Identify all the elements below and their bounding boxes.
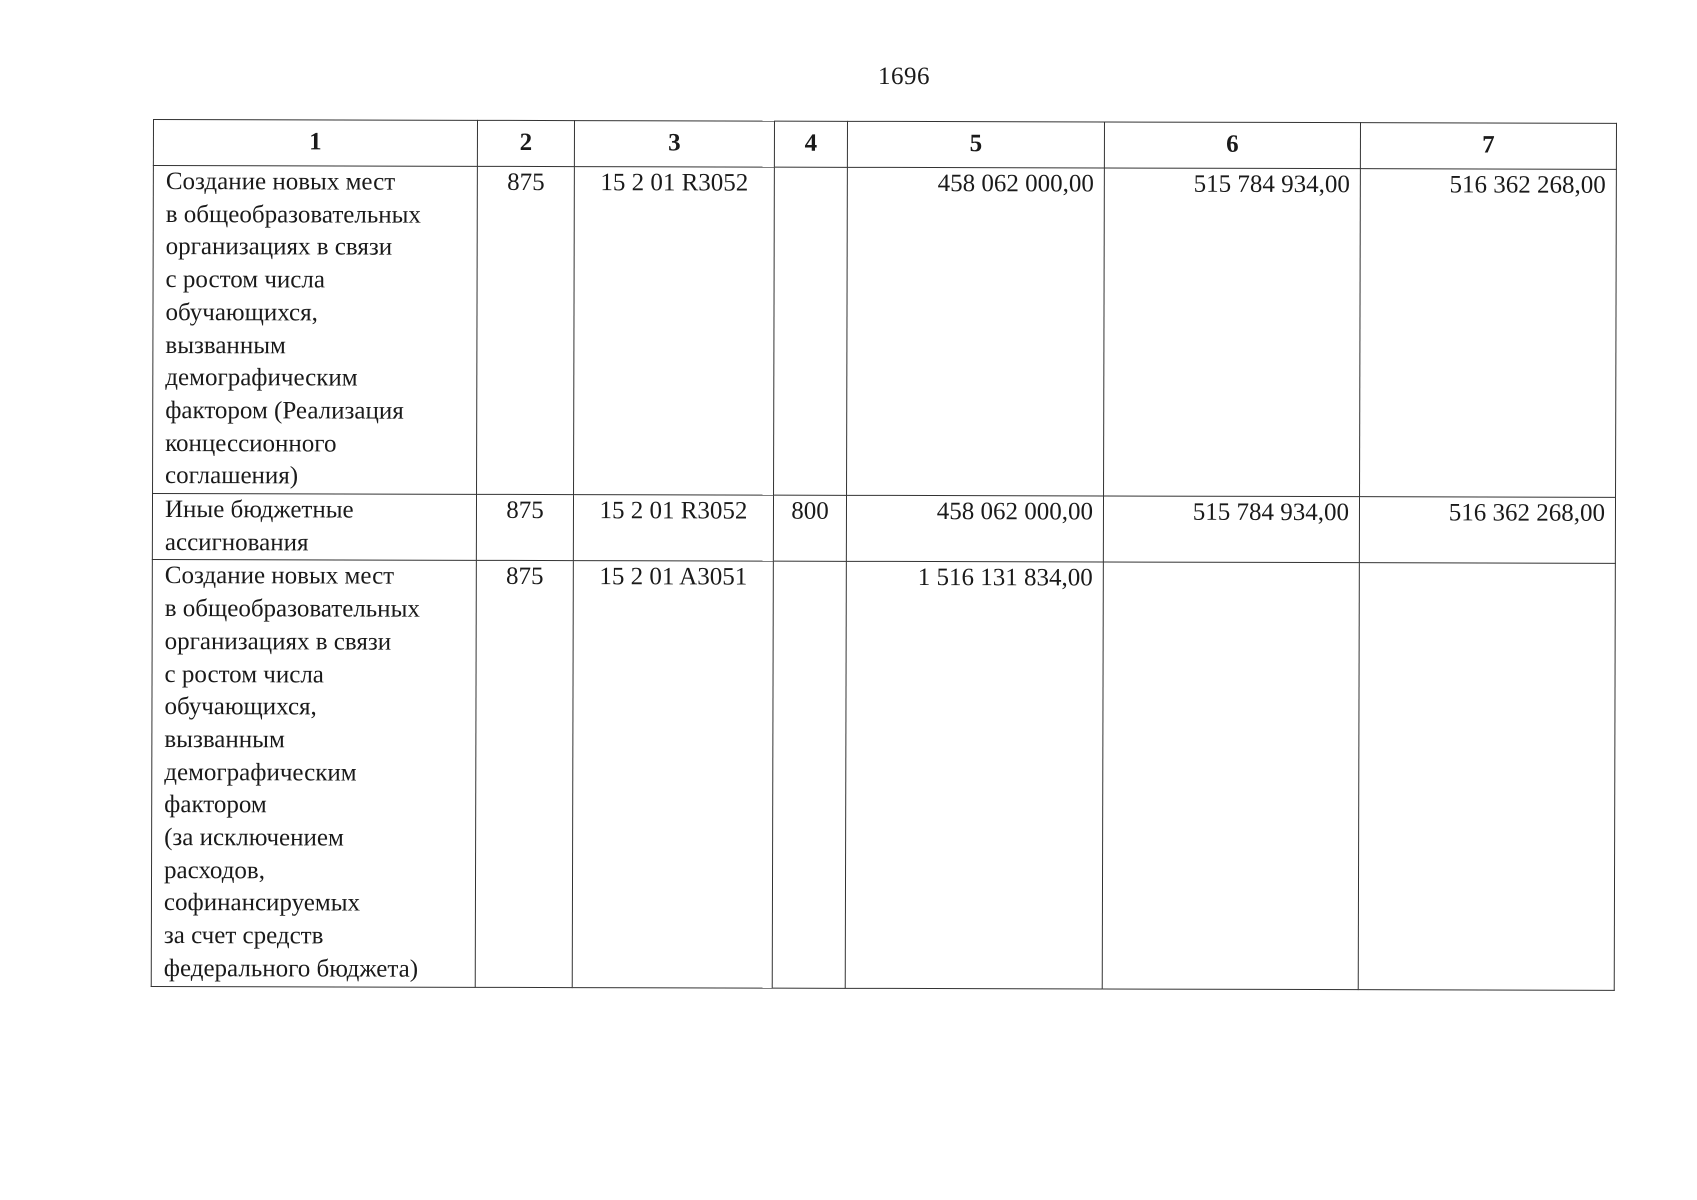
row-code-b-cell: 15 2 01 R3052 bbox=[574, 167, 775, 496]
row-code-c-cell: 800 bbox=[773, 495, 846, 562]
header-col-5: 5 bbox=[847, 121, 1104, 168]
row-name-cell: Создание новых мест в общеобразовательных организациях в связи с ростом числа обучающихся, вызванным демографическим фактором (за исключением расходов, софинансируемых за счет средств федерального бюджета) bbox=[151, 560, 476, 987]
page-number: 1696 bbox=[878, 63, 930, 90]
row-value-6-cell: 515 784 934,00 bbox=[1104, 168, 1361, 497]
header-col-2: 2 bbox=[477, 120, 574, 166]
row-code-b-cell: 15 2 01 A3051 bbox=[572, 561, 773, 988]
row-name-cell: Создание новых мест в общеобразовательных организациях в связи с ростом числа обучающихся, вызванным демографическим фактором (Реализация концессионного соглашения) bbox=[153, 166, 478, 495]
row-value-5-cell: 458 062 000,00 bbox=[846, 495, 1103, 562]
row-value-6-cell: 515 784 934,00 bbox=[1103, 496, 1359, 563]
row-code-c-cell bbox=[772, 562, 846, 988]
row-code-c-cell bbox=[774, 167, 848, 495]
row-value-5-cell: 458 062 000,00 bbox=[847, 167, 1105, 496]
row-code-b-cell: 15 2 01 R3052 bbox=[573, 495, 773, 562]
header-col-3: 3 bbox=[574, 121, 774, 168]
table-row bbox=[151, 560, 1615, 990]
table-row bbox=[152, 494, 1615, 564]
budget-table bbox=[151, 119, 1617, 990]
header-col-7: 7 bbox=[1360, 123, 1616, 170]
row-value-6-cell bbox=[1102, 562, 1359, 989]
header-col-4: 4 bbox=[774, 121, 847, 167]
row-value-7-cell bbox=[1358, 563, 1615, 990]
header-col-6: 6 bbox=[1104, 122, 1360, 169]
table-header-row bbox=[153, 120, 1616, 170]
row-name-cell: Иные бюджетные ассигнования bbox=[152, 494, 476, 561]
row-code-a-cell: 875 bbox=[476, 494, 573, 561]
table-row bbox=[153, 166, 1617, 498]
row-value-7-cell: 516 362 268,00 bbox=[1359, 497, 1615, 564]
header-col-1: 1 bbox=[153, 120, 477, 167]
row-value-5-cell: 1 516 131 834,00 bbox=[845, 562, 1103, 989]
row-value-7-cell: 516 362 268,00 bbox=[1360, 169, 1617, 498]
row-code-a-cell: 875 bbox=[477, 166, 575, 494]
row-code-a-cell: 875 bbox=[475, 561, 573, 987]
